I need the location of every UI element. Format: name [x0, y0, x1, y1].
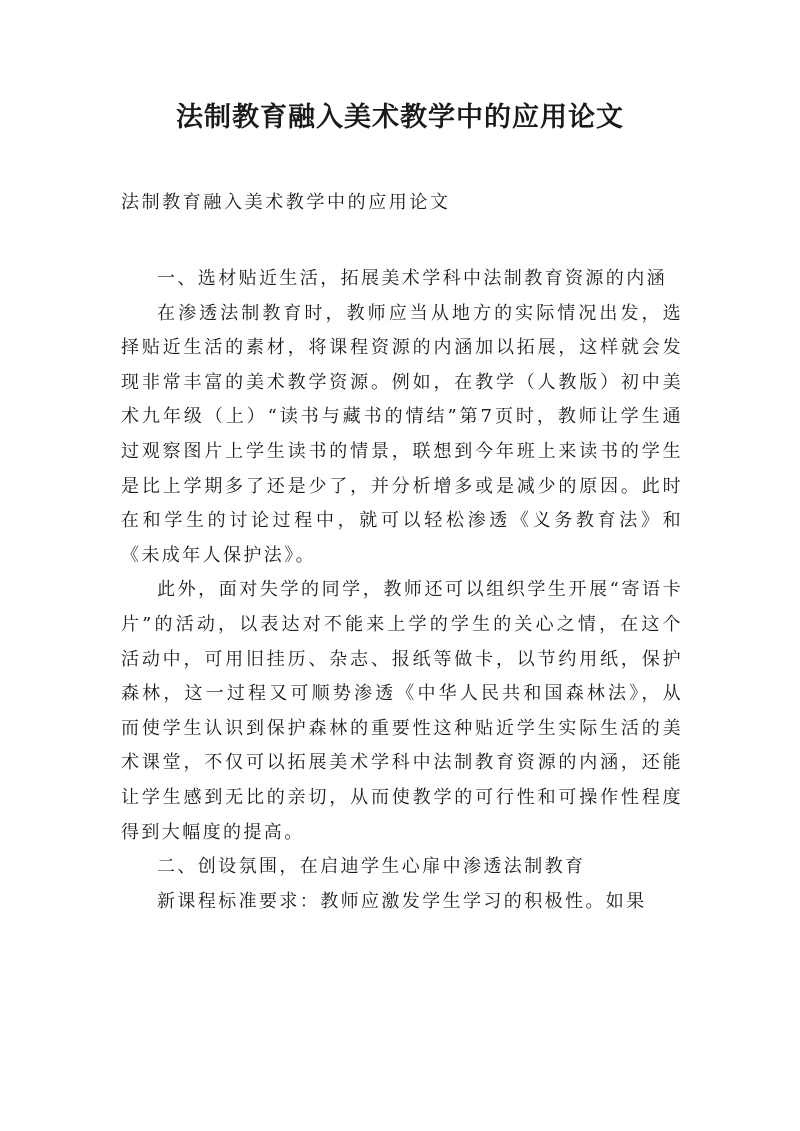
document-body [121, 262, 683, 919]
document-subtitle: 法制教育融入美术教学中的应用论文 [121, 192, 451, 213]
body-paragraph-2: 此外，面对失学的同学，教师还可以组织学生开展“寄语卡片”的活动，以表达对不能来上学的学生的关心之情，在这个活动中，可用旧挂历、杂志、报纸等做卡，以节约用纸，保护森林，这一过程又可顺势渗透《中华人民共和国森林法》，从而使学生认识到保护森林的重要性这种贴近学生实际生活的美术课堂，不仅可以拓展美术学科中法制教育资源的内涵，还能让学生感到无比的亲切，从而使教学的可行性和可操作性程度得到大幅度的提高。 [121, 579, 683, 843]
section-heading-1: 一、选材贴近生活，拓展美术学科中法制教育资源的内涵 [157, 268, 667, 289]
section-heading-2: 二、创设氛围，在启迪学生心扉中渗透法制教育 [157, 856, 586, 878]
document-title: 法制教育融入美术教学中的应用论文 [176, 102, 624, 133]
body-paragraph-3: 新课程标准要求：教师应激发学生学习的积极性。如果 [157, 890, 647, 912]
body-paragraph-1: 在渗透法制教育时，教师应当从地方的实际情况出发，选择贴近生活的素材，将课程资源的内涵加以拓展，这样就会发现非常丰富的美术教学资源。例如，在教学（人教版）初中美术九年级（上）“读书与藏书的情结”第7页时，教师让学生通过观察图片上学生读书的情景，联想到今年班上来读书的学生是比上学期多了还是少了，并分析增多或是减少的原因。此时在和学生的讨论过程中，就可以轻松渗透《义务教育法》和《未成年人保护法》。 [121, 302, 683, 566]
